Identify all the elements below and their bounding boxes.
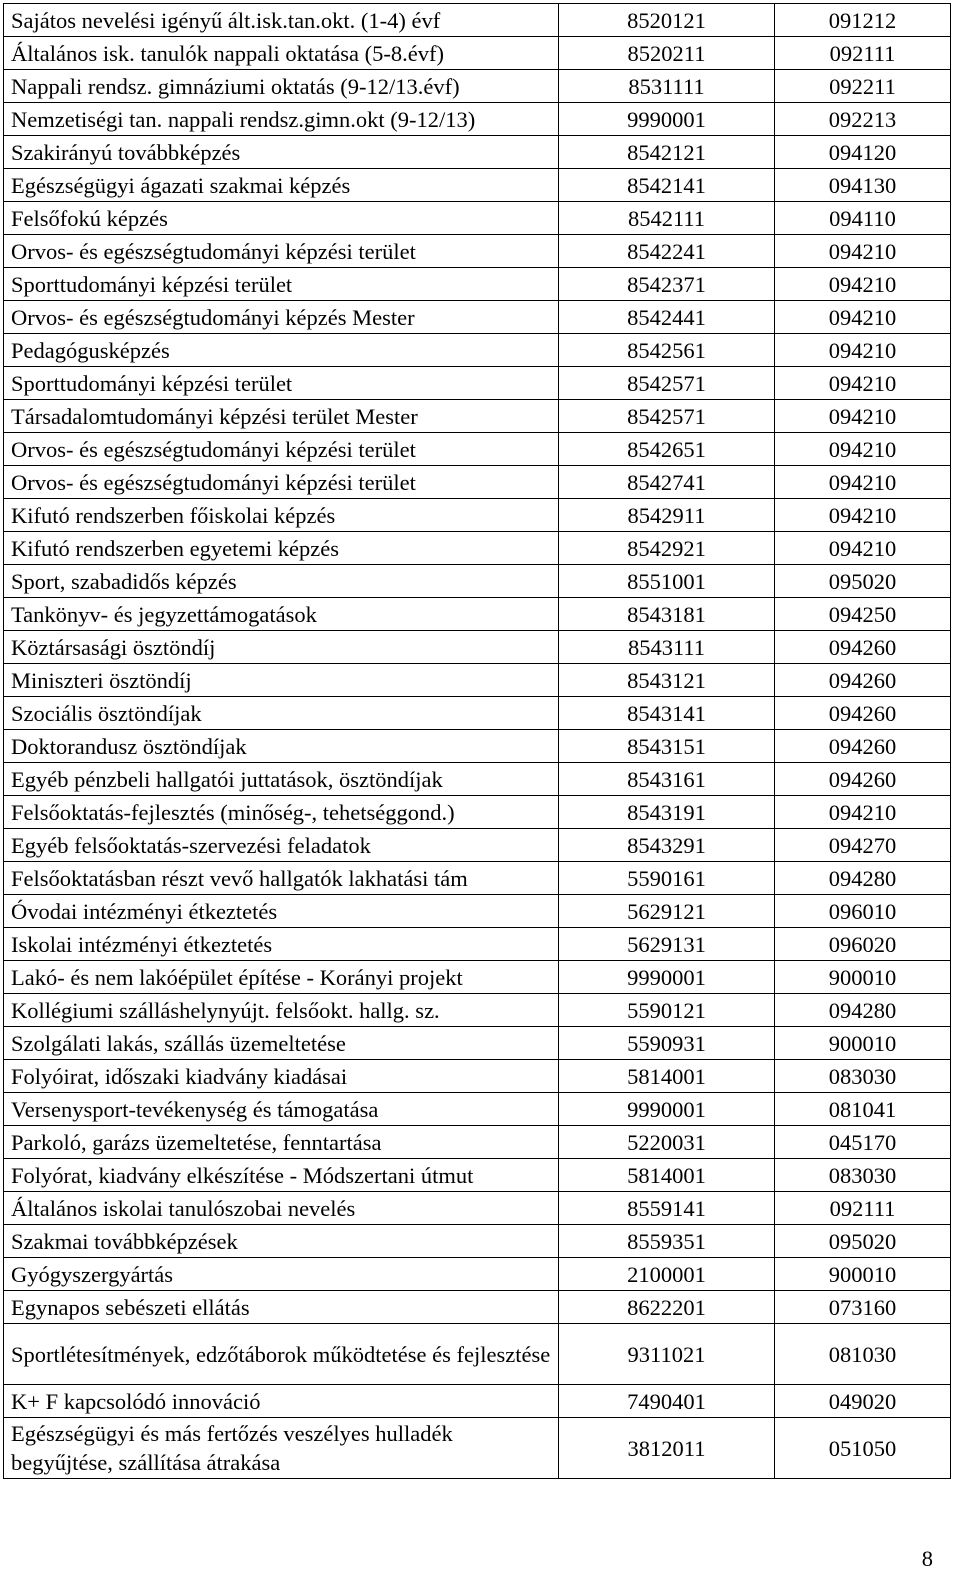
activity-name-cell: Gyógyszergyártás [4,1258,559,1291]
function-code-cell: 049020 [775,1385,951,1418]
table-row [4,565,951,598]
table-row [4,697,951,730]
activity-name-cell: Nemzetiségi tan. nappali rendsz.gimn.okt (9-12/13) [4,103,559,136]
function-code-cell: 900010 [775,1258,951,1291]
activity-name-cell: Szakmai továbbképzések [4,1225,559,1258]
table-row [4,664,951,697]
activity-code-cell: 8559351 [559,1225,775,1258]
function-code-cell: 094120 [775,136,951,169]
table-row [4,400,951,433]
activity-code-cell: 5629121 [559,895,775,928]
activity-code-cell: 8543141 [559,697,775,730]
activity-code-cell: 8551001 [559,565,775,598]
activity-name-cell: Felsőoktatásban részt vevő hallgatók lakhatási tám [4,862,559,895]
activity-name-cell: Kifutó rendszerben főiskolai képzés [4,499,559,532]
activity-name-cell: Folyóirat, időszaki kiadvány kiadásai [4,1060,559,1093]
function-code-cell: 091212 [775,4,951,37]
function-code-cell: 094210 [775,532,951,565]
activity-name-cell: Kifutó rendszerben egyetemi képzés [4,532,559,565]
activity-code-cell: 8542561 [559,334,775,367]
table-row [4,499,951,532]
function-code-cell: 073160 [775,1291,951,1324]
activity-name-cell: Egészségügyi és más fertőzés veszélyes hulladék begyűjtése, szállítása átrakása [4,1418,559,1479]
function-code-cell: 095020 [775,565,951,598]
activity-code-cell: 5814001 [559,1060,775,1093]
activity-name-cell: Sporttudományi képzési terület [4,268,559,301]
table-row [4,367,951,400]
table-row [4,4,951,37]
table-row [4,829,951,862]
activity-code-table [3,3,951,1479]
table-row [4,70,951,103]
table-row [4,895,951,928]
activity-name-cell: Szakirányú továbbképzés [4,136,559,169]
activity-code-cell: 8543191 [559,796,775,829]
function-code-cell: 051050 [775,1418,951,1479]
table-row [4,169,951,202]
table-row [4,301,951,334]
table-row [4,1225,951,1258]
activity-code-cell: 8622201 [559,1291,775,1324]
activity-name-cell: Sporttudományi képzési terület [4,367,559,400]
table-body [4,4,951,1479]
activity-code-cell: 8542651 [559,433,775,466]
activity-code-cell: 8542241 [559,235,775,268]
activity-name-cell: Lakó- és nem lakóépület építése - Korányi projekt [4,961,559,994]
function-code-cell: 094260 [775,697,951,730]
table-row [4,1060,951,1093]
activity-code-cell: 8543111 [559,631,775,664]
activity-code-cell: 8531111 [559,70,775,103]
function-code-cell: 092211 [775,70,951,103]
activity-name-cell: Felsőoktatás-fejlesztés (minőség-, tehetséggond.) [4,796,559,829]
table-row [4,103,951,136]
function-code-cell: 094210 [775,796,951,829]
table-row [4,202,951,235]
activity-name-cell: Orvos- és egészségtudományi képzési terület [4,235,559,268]
table-row [4,862,951,895]
activity-name-cell: Versenysport-tevékenység és támogatása [4,1093,559,1126]
table-row [4,961,951,994]
activity-code-cell: 8542371 [559,268,775,301]
activity-name-cell: Szociális ösztöndíjak [4,697,559,730]
function-code-cell: 094210 [775,466,951,499]
function-code-cell: 096010 [775,895,951,928]
function-code-cell: 094280 [775,862,951,895]
page-number: 8 [921,1546,933,1571]
activity-name-cell: Társadalomtudományi képzési terület Mester [4,400,559,433]
function-code-cell: 094260 [775,631,951,664]
function-code-cell: 092111 [775,1192,951,1225]
function-code-cell: 095020 [775,1225,951,1258]
activity-code-cell: 2100001 [559,1258,775,1291]
table-row [4,1126,951,1159]
activity-name-cell: Nappali rendsz. gimnáziumi oktatás (9-12/13.évf) [4,70,559,103]
activity-name-cell: Folyórat, kiadvány elkészítése - Módszertani útmut [4,1159,559,1192]
activity-code-cell: 8543161 [559,763,775,796]
table-row [4,631,951,664]
table-row [4,1291,951,1324]
activity-name-cell: Miniszteri ösztöndíj [4,664,559,697]
activity-code-cell: 9990001 [559,1093,775,1126]
activity-name-cell: Sajátos nevelési igényű ált.isk.tan.okt. (1-4) évf [4,4,559,37]
function-code-cell: 094270 [775,829,951,862]
activity-name-cell: Orvos- és egészségtudományi képzési terület [4,466,559,499]
activity-name-cell: Felsőfokú képzés [4,202,559,235]
function-code-cell: 094210 [775,433,951,466]
table-row [4,1324,951,1385]
table-row [4,598,951,631]
activity-name-cell: Tankönyv- és jegyzettámogatások [4,598,559,631]
activity-name-cell: Óvodai intézményi étkeztetés [4,895,559,928]
activity-code-cell: 8520211 [559,37,775,70]
activity-code-cell: 8542921 [559,532,775,565]
function-code-cell: 094210 [775,334,951,367]
table-row [4,1027,951,1060]
activity-name-cell: Általános iskolai tanulószobai nevelés [4,1192,559,1225]
activity-name-cell: Köztársasági ösztöndíj [4,631,559,664]
activity-code-cell: 8542911 [559,499,775,532]
activity-code-cell: 8542571 [559,400,775,433]
table-row [4,1418,951,1479]
function-code-cell: 081030 [775,1324,951,1385]
function-code-cell: 094130 [775,169,951,202]
activity-code-cell: 7490401 [559,1385,775,1418]
function-code-cell: 900010 [775,961,951,994]
function-code-cell: 083030 [775,1060,951,1093]
activity-code-cell: 8559141 [559,1192,775,1225]
activity-code-cell: 5590931 [559,1027,775,1060]
activity-name-cell: Egészségügyi ágazati szakmai képzés [4,169,559,202]
function-code-cell: 094210 [775,400,951,433]
activity-name-cell: Kollégiumi szálláshelynyújt. felsőokt. hallg. sz. [4,994,559,1027]
activity-code-cell: 8542571 [559,367,775,400]
activity-code-cell: 5220031 [559,1126,775,1159]
table-row [4,994,951,1027]
function-code-cell: 094110 [775,202,951,235]
table-row [4,433,951,466]
function-code-cell: 094260 [775,763,951,796]
activity-name-cell: Parkoló, garázs üzemeltetése, fenntartása [4,1126,559,1159]
activity-code-cell: 8543121 [559,664,775,697]
table-row [4,1258,951,1291]
activity-code-cell: 9311021 [559,1324,775,1385]
activity-name-cell: Iskolai intézményi étkeztetés [4,928,559,961]
table-row [4,1159,951,1192]
function-code-cell: 094280 [775,994,951,1027]
activity-name-cell: Orvos- és egészségtudományi képzési terület [4,433,559,466]
function-code-cell: 081041 [775,1093,951,1126]
activity-code-cell: 5590121 [559,994,775,1027]
table-row [4,466,951,499]
activity-code-cell: 9990001 [559,103,775,136]
activity-code-cell: 3812011 [559,1418,775,1479]
table-row [4,268,951,301]
table-row [4,763,951,796]
function-code-cell: 094260 [775,730,951,763]
activity-code-cell: 8542111 [559,202,775,235]
activity-code-cell: 9990001 [559,961,775,994]
activity-name-cell: K+ F kapcsolódó innováció [4,1385,559,1418]
table-row [4,37,951,70]
activity-name-cell: Egyéb felsőoktatás-szervezési feladatok [4,829,559,862]
function-code-cell: 083030 [775,1159,951,1192]
function-code-cell: 094210 [775,301,951,334]
activity-code-cell: 8542741 [559,466,775,499]
table-row [4,1385,951,1418]
activity-code-cell: 8520121 [559,4,775,37]
activity-name-cell: Pedagógusképzés [4,334,559,367]
activity-name-cell: Doktorandusz ösztöndíjak [4,730,559,763]
table-row [4,136,951,169]
activity-code-cell: 8542441 [559,301,775,334]
activity-code-cell: 5590161 [559,862,775,895]
table-row [4,928,951,961]
activity-code-cell: 8542121 [559,136,775,169]
function-code-cell: 096020 [775,928,951,961]
activity-name-cell: Orvos- és egészségtudományi képzés Mester [4,301,559,334]
function-code-cell: 094210 [775,235,951,268]
table-row [4,1093,951,1126]
function-code-cell: 092213 [775,103,951,136]
activity-name-cell: Egyéb pénzbeli hallgatói juttatások, ösztöndíjak [4,763,559,796]
table-row [4,796,951,829]
activity-code-cell: 5629131 [559,928,775,961]
table-row [4,235,951,268]
function-code-cell: 900010 [775,1027,951,1060]
table-row [4,1192,951,1225]
activity-name-cell: Sport, szabadidős képzés [4,565,559,598]
activity-name-cell: Egynapos sebészeti ellátás [4,1291,559,1324]
table-row [4,334,951,367]
function-code-cell: 094210 [775,499,951,532]
table-row [4,532,951,565]
function-code-cell: 045170 [775,1126,951,1159]
function-code-cell: 094260 [775,664,951,697]
activity-code-cell: 8543181 [559,598,775,631]
function-code-cell: 094250 [775,598,951,631]
activity-name-cell: Szolgálati lakás, szállás üzemeltetése [4,1027,559,1060]
activity-code-cell: 5814001 [559,1159,775,1192]
table-row [4,730,951,763]
activity-code-cell: 8543291 [559,829,775,862]
function-code-cell: 094210 [775,268,951,301]
activity-name-cell: Általános isk. tanulók nappali oktatása (5-8.évf) [4,37,559,70]
function-code-cell: 094210 [775,367,951,400]
activity-code-cell: 8542141 [559,169,775,202]
function-code-cell: 092111 [775,37,951,70]
activity-name-cell: Sportlétesítmények, edzőtáborok működtetése és fejlesztése [4,1324,559,1385]
activity-code-cell: 8543151 [559,730,775,763]
